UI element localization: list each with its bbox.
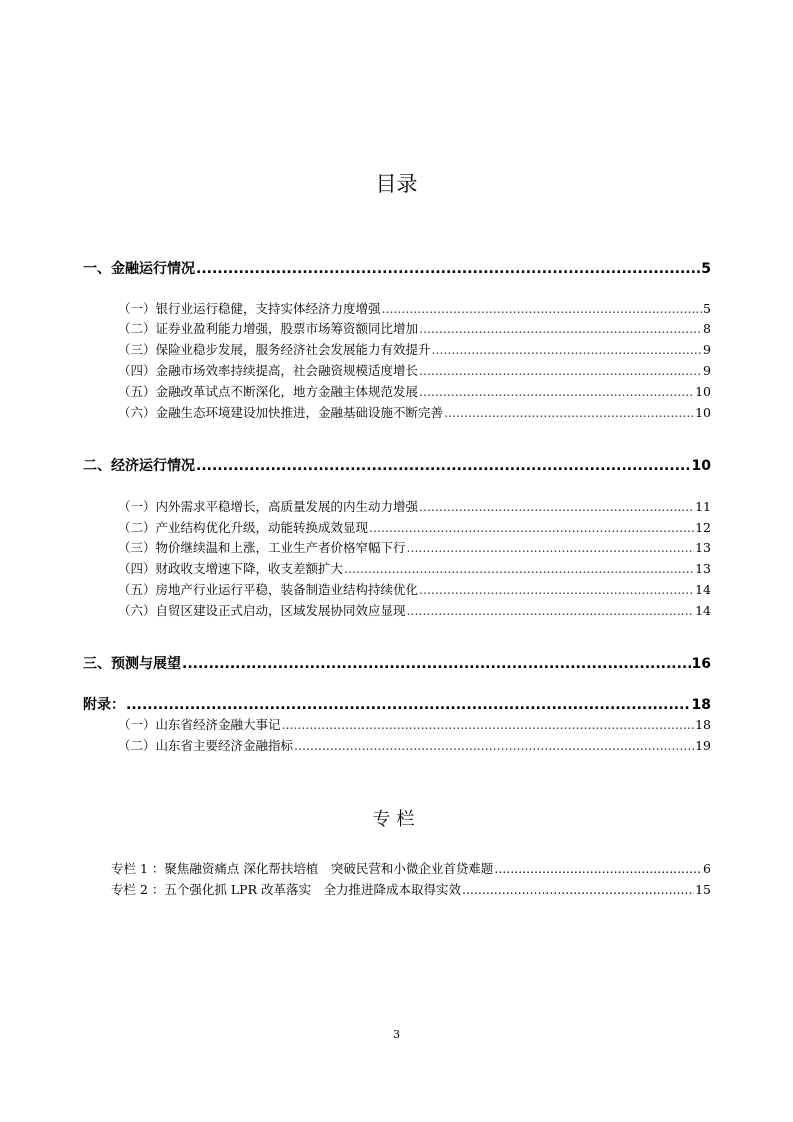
leader-dots (419, 363, 702, 378)
toc-section-label: 附录： (83, 697, 125, 713)
leader-dots (369, 520, 694, 535)
toc-item-label: （一）银行业运行稳健，支持实体经济力度增强 (118, 301, 381, 316)
toc-page-number: 5 (703, 301, 711, 316)
leader-dots (196, 261, 700, 277)
toc-item[interactable] (118, 580, 711, 598)
toc-page-number: 14 (695, 603, 711, 618)
toc-item-label: （五）房地产行业运行平稳，装备制造业结构持续优化 (118, 582, 419, 597)
toc-item-label: （一）山东省经济金融大事记 (118, 717, 281, 732)
columns-title: 专栏 (372, 809, 421, 830)
column-item-label: 专栏 1 ：聚焦融资痛点 深化帮扶培植 突破民营和小微企业首贷难题 (111, 861, 494, 876)
toc-item[interactable] (118, 538, 711, 556)
leader-dots (126, 697, 691, 713)
page-title: 目录 (375, 172, 418, 196)
toc-section-label: 三、预测与展望 (83, 656, 181, 672)
toc-page-number: 18 (691, 697, 711, 713)
leader-dots (407, 603, 695, 618)
leader-dots (494, 861, 702, 876)
toc-page-number: 12 (695, 520, 711, 535)
toc-page-number: 9 (703, 363, 711, 378)
toc-page-number: 13 (695, 540, 711, 555)
toc-item[interactable] (118, 518, 711, 536)
toc-item-label: （六）金融生态环境建设加快推进，金融基础设施不断完善 (118, 405, 444, 420)
toc-item-label: （三）保险业稳步发展，服务经济社会发展能力有效提升 (118, 342, 431, 357)
toc-page-number: 10 (695, 384, 711, 399)
toc-item-label: （二）产业结构优化升级，动能转换成效显现 (118, 520, 369, 535)
toc-item[interactable] (118, 382, 711, 400)
toc-item[interactable] (118, 497, 711, 515)
toc-item[interactable] (118, 601, 711, 619)
leader-dots (419, 384, 694, 399)
toc-item[interactable] (118, 403, 711, 421)
toc-page-number: 18 (695, 717, 711, 732)
toc-page-number: 8 (703, 321, 711, 336)
leader-dots (382, 301, 703, 316)
toc-item-label: （二）证券业盈利能力增强，股票市场筹资额同比增加 (118, 321, 419, 336)
page-number: 3 (393, 1028, 400, 1041)
toc-item[interactable] (118, 736, 711, 754)
toc-item[interactable] (118, 715, 711, 733)
toc-page-number: 10 (691, 458, 711, 474)
toc-page-number: 6 (703, 861, 711, 876)
toc-item-label: （六）自贸区建设正式启动，区域发展协同效应显现 (118, 603, 406, 618)
leader-dots (462, 882, 694, 897)
toc-page-number: 19 (695, 738, 711, 753)
toc-item-label: （四）财政收支增速下降，收支差额扩大 (118, 561, 344, 576)
toc-section-2[interactable] (83, 455, 711, 475)
toc-item[interactable] (118, 319, 711, 337)
column-item[interactable] (111, 880, 711, 898)
toc-page-number: 9 (703, 342, 711, 357)
toc-page-number: 16 (691, 656, 711, 672)
toc-page-number: 5 (701, 261, 711, 277)
leader-dots (294, 738, 694, 753)
leader-dots (196, 458, 691, 474)
leader-dots (419, 321, 702, 336)
toc-page-number: 10 (695, 405, 711, 420)
leader-dots (282, 717, 695, 732)
leader-dots (444, 405, 694, 420)
toc-item-label: （一）内外需求平稳增长，高质量发展的内生动力增强 (118, 499, 419, 514)
toc-section-appendix[interactable] (83, 694, 711, 714)
leader-dots (419, 582, 694, 597)
leader-dots (407, 540, 695, 555)
column-item-label: 专栏 2 ：五个强化抓 LPR 改革落实 全力推进降成本取得实效 (111, 882, 461, 897)
toc-item-label: （二）山东省主要经济金融指标 (118, 738, 294, 753)
toc-section-label: 二、经济运行情况 (83, 458, 195, 474)
toc-section-1[interactable] (83, 258, 711, 278)
leader-dots (182, 656, 691, 672)
toc-page-number: 13 (695, 561, 711, 576)
leader-dots (344, 561, 694, 576)
leader-dots (432, 342, 703, 357)
toc-section-label: 一、金融运行情况 (83, 261, 195, 277)
toc-item[interactable] (118, 361, 711, 379)
toc-item[interactable] (118, 340, 711, 358)
toc-page-number: 14 (695, 582, 711, 597)
toc-section-3[interactable] (83, 653, 711, 673)
toc-item-label: （五）金融改革试点不断深化，地方金融主体规范发展 (118, 384, 419, 399)
column-item[interactable] (111, 859, 711, 877)
toc-item[interactable] (118, 559, 711, 577)
leader-dots (419, 499, 694, 514)
toc-page-number: 11 (695, 499, 711, 514)
toc-item[interactable] (118, 299, 711, 317)
toc-page-number: 15 (695, 882, 711, 897)
toc-item-label: （四）金融市场效率持续提高，社会融资规模适度增长 (118, 363, 419, 378)
toc-item-label: （三）物价继续温和上涨，工业生产者价格窄幅下行 (118, 540, 406, 555)
